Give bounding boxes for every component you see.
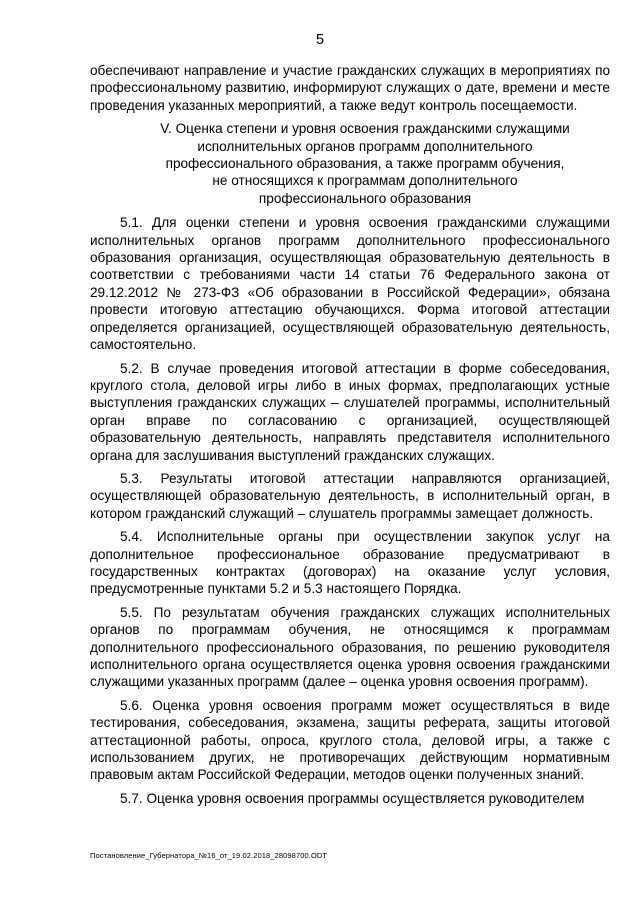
section-title-line: профессионального образования, а также программ обучения, (165, 156, 565, 172)
paragraph-5-6: 5.6. Оценка уровня освоения программ может осуществляться в виде тестирования, собеседования, экзамена, защиты реферата, защиты итоговой аттестационной работы, опроса, круглого стола, деловой игры, а также с использованием других, не противоречащих действующим нормативным правовым актам Российской Федерации, методов оценки полученных знаний. (90, 697, 610, 783)
paragraph-5-3: 5.3. Результаты итоговой аттестации направляются организацией, осуществляющей образовательную деятельность, в исполнительный орган, в котором гражданский служащий – слушатель программы замещает должность. (90, 470, 610, 521)
paragraph-5-4: 5.4. Исполнительные органы при осуществлении закупок услуг на дополнительное профессиональное образование предусматривают в государственных контрактах (договорах) на оказание услуг условия, предусмотренные пунктами 5.2 и 5.3 настоящего Порядка. (90, 529, 610, 597)
section-title-line: V. Оценка степени и уровня освоения гражданскими служащими (160, 121, 570, 137)
document-body (90, 62, 610, 813)
paragraph-5-1: 5.1. Для оценки степени и уровня освоения гражданскими служащими исполнительных органов программ дополнительного профессионального образования организация, осуществляющая образовательную деятельность в соответствии с требованиями части 14 статьи 76 Федерального закона от 29.12.2012 № 273-ФЗ «Об образовании в Российской Федерации», обязана провести итоговую аттестацию обучающихся. Форма итоговой аттестации определяется организацией, осуществляющей образовательную деятельность, самостоятельно. (90, 215, 610, 353)
paragraph-5-7: 5.7. Оценка уровня освоения программы осуществляется руководителем (120, 790, 585, 806)
section-title (90, 120, 610, 207)
section-title-line: профессионального образования (258, 190, 472, 206)
section-title-line: исполнительных органов программ дополнительного (197, 138, 533, 154)
paragraph-5-5: 5.5. По результатам обучения гражданских служащих исполнительных органов по программам обучения, не относящимся к программам дополнительного профессионального образования, по решению руководителя исполнительного органа осуществляется оценка уровня освоения гражданскими служащими указанных программ (далее – оценка уровня освоения программ). (90, 604, 610, 690)
intro-paragraph: обеспечивают направление и участие гражданских служащих в мероприятиях по профессиональному развитию, информируют служащих о дате, времени и месте проведения указанных мероприятий, а также ведут контроль посещаемости. (90, 63, 610, 113)
paragraph-5-2: 5.2. В случае проведения итоговой аттестации в форме собеседования, круглого стола, деловой игры либо в иных формах, предполагающих устные выступления гражданских служащих – слушателей программы, исполнительный орган вправе по согласованию с организацией, осуществляющей образовательную деятельность, направлять представителя исполнительного органа для заслушивания выступлений гражданских служащих. (90, 360, 610, 463)
section-title-line: не относящихся к программам дополнительного (212, 173, 518, 189)
page-number: 5 (315, 32, 325, 48)
footer-filename: Постановление_Губернатора_№16_от_19.02.2018_28098700.ODT (90, 851, 328, 860)
